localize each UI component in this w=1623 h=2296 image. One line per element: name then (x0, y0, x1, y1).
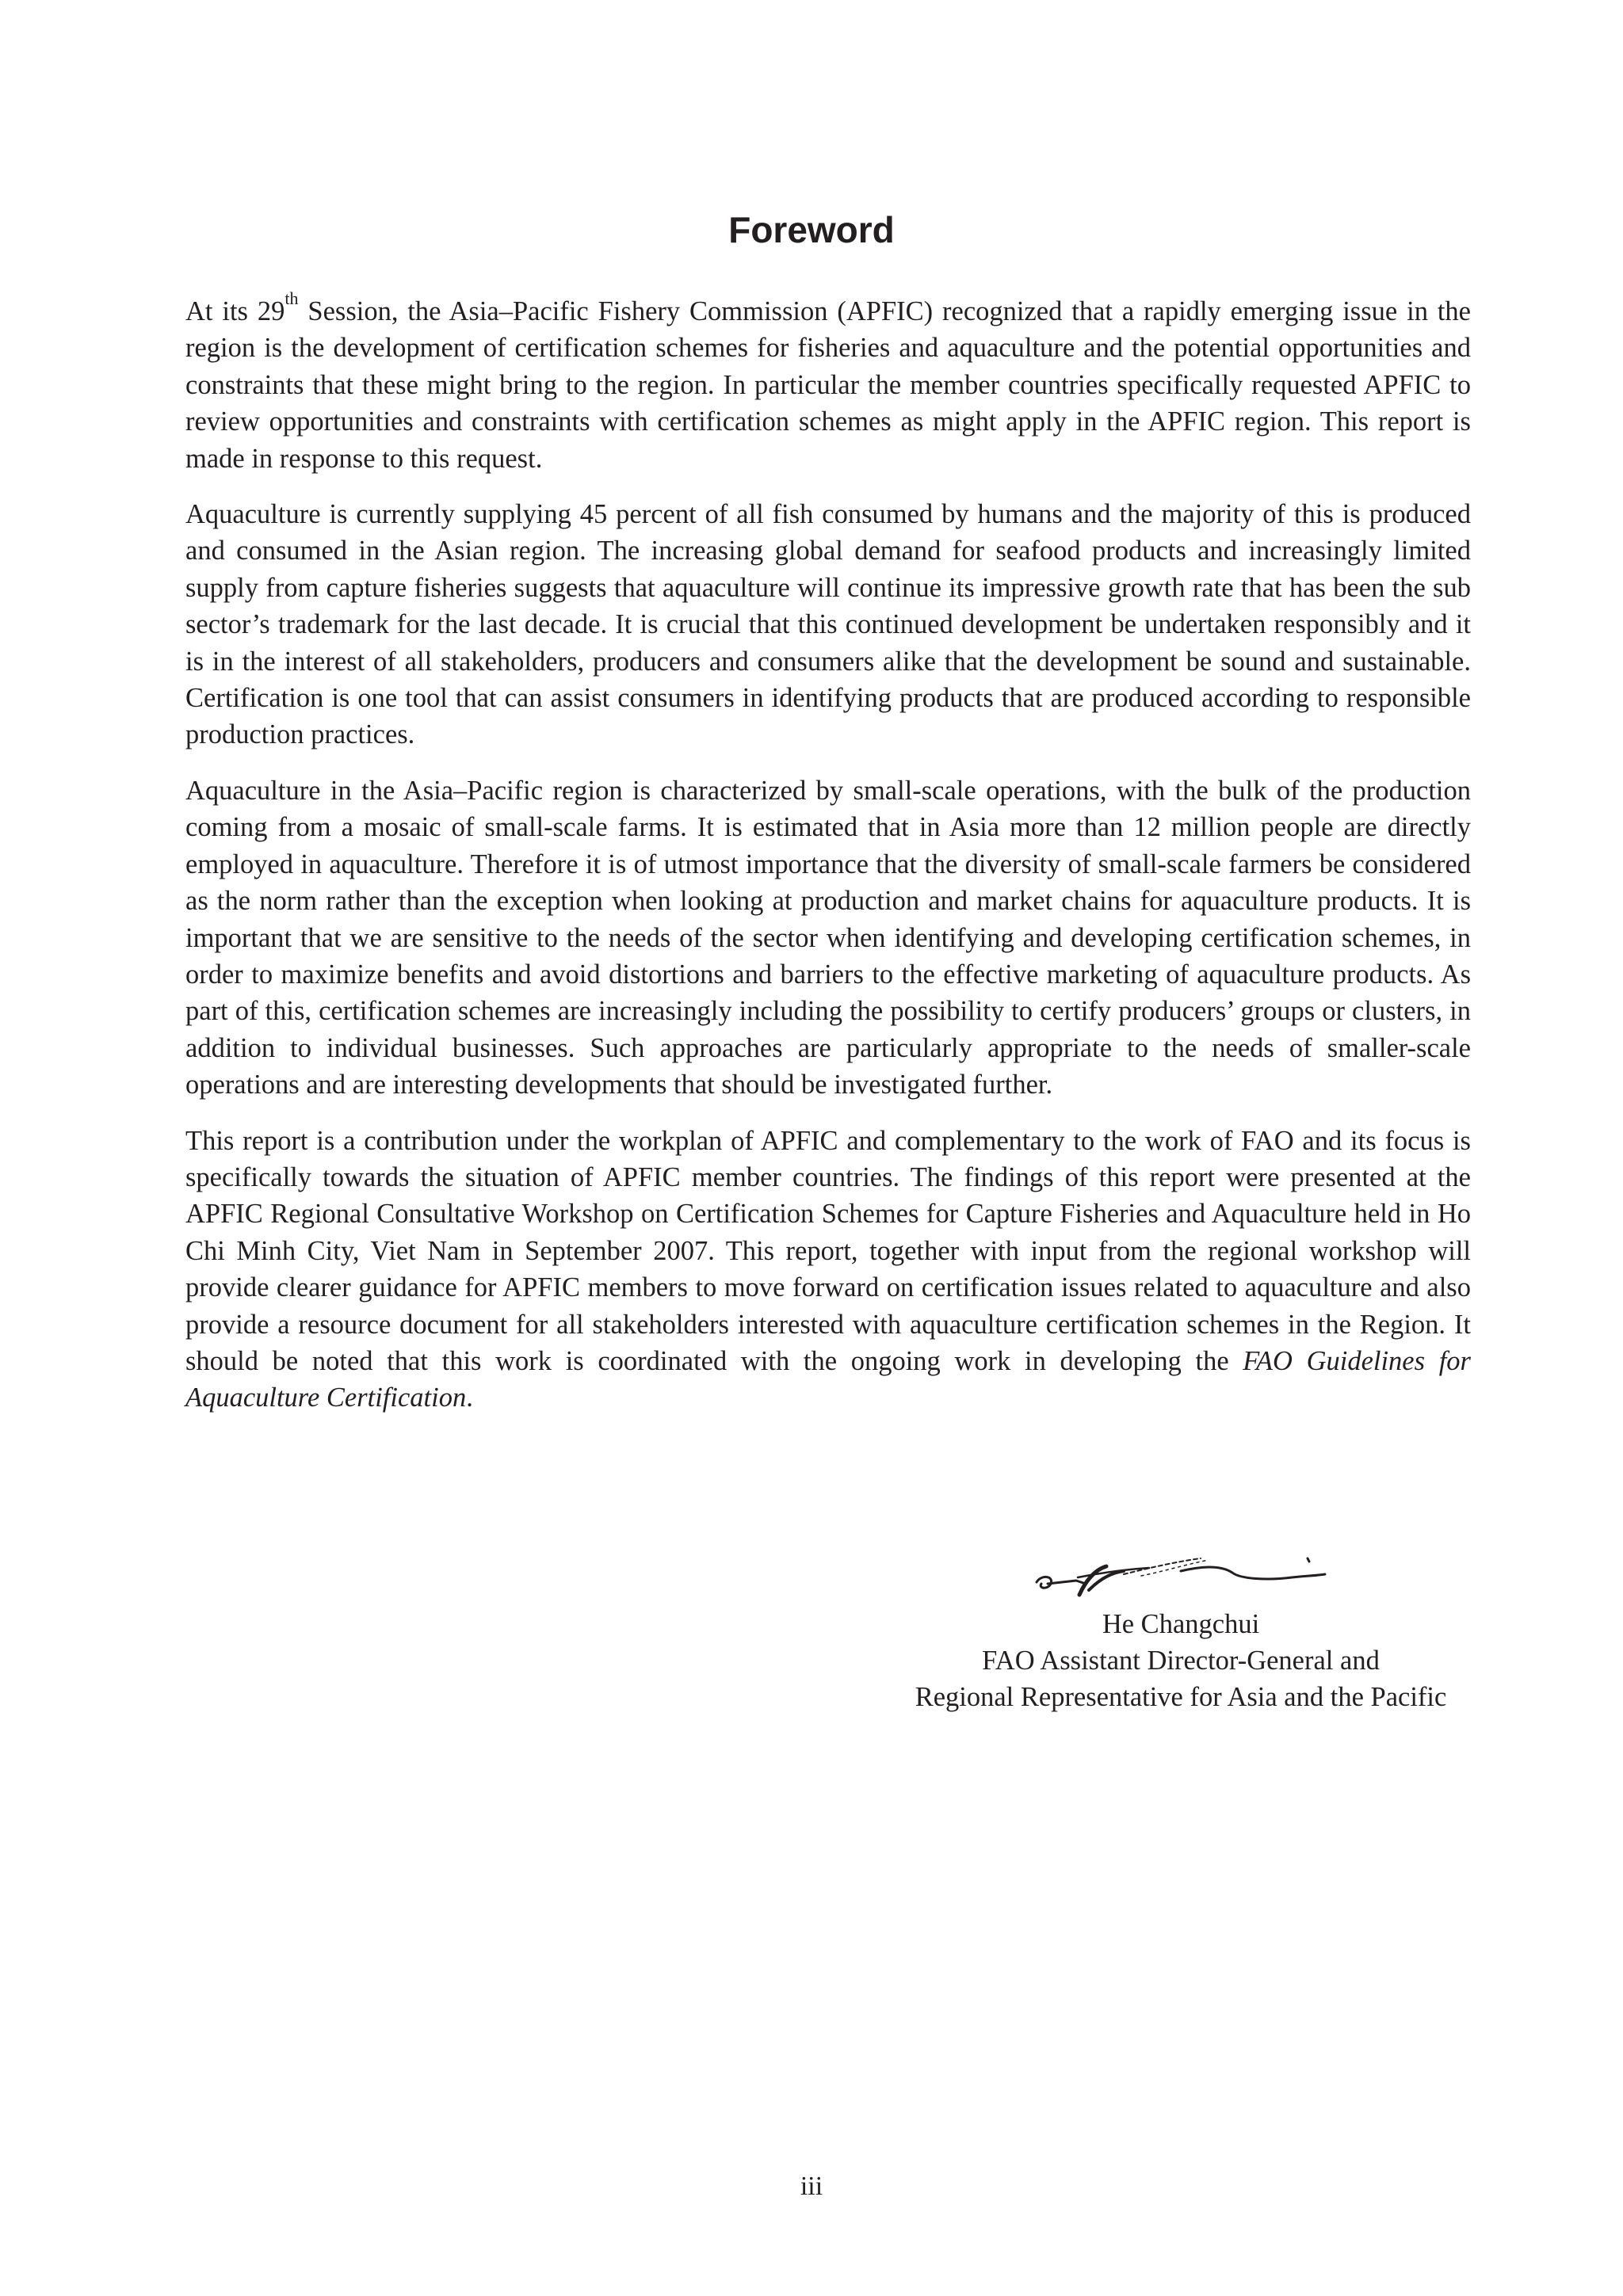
paragraph-4 (185, 1123, 1471, 1417)
page-title: Foreword (728, 209, 895, 250)
signatory-title-line-2: Regional Representative for Asia and the Pacific (915, 1682, 1447, 1712)
page-number: iii (800, 2172, 823, 2201)
paragraph-2: Aquaculture is currently supplying 45 percent of all fish consumed by humans and the majority of this is produced and consumed in the Asian region. The increasing global demand for seafood products and increasingly limited supply from capture fisheries suggests that aquaculture will continue its impressive growth rate that has been the sub sector’s trademark for the last decade. It is crucial that this continued development be undertaken responsibly and it is in the interest of all stakeholders, producers and consumers alike that the development be sound and sustainable. Certification is one tool that can assist consumers in identifying products that are produced according to responsible production practices. (185, 499, 1471, 750)
signatory-name: He Changchui (1102, 1609, 1260, 1639)
body-text (185, 288, 1471, 1436)
paragraph-1-rest: Session, the Asia–Pacific Fishery Commission (APFIC) recognized that a rapidly emerging issue in the region is the development of certification schemes for fisheries and aquaculture and the potential opportunities and constraints that these might bring to the region. In particular the member countries specifically requested APFIC to review opportunities and constraints with certification schemes as might apply in the APFIC region. This report is made in response to this request. (185, 296, 1471, 474)
paragraph-3: Aquaculture in the Asia–Pacific region is characterized by small-scale operations, with the bulk of the production coming from a mosaic of small-scale farms. It is estimated that in Asia more than 12 million people are directly employed in aquaculture. Therefore it is of utmost importance that the diversity of small-scale farmers be considered as the norm rather than the exception when looking at production and market chains for aquaculture products. It is important that we are sensitive to the needs of the sector when identifying and developing certification schemes, in order to maximize benefits and avoid distortions and barriers to the effective marketing of aquaculture products. As part of this, certification schemes are increasingly including the possibility to certify producers’ groups or clusters, in addition to individual businesses. Such approaches are particularly appropriate to the needs of smaller-scale operations and are interesting developments that should be investigated further. (185, 775, 1471, 1100)
handwritten-signature (1030, 1549, 1331, 1606)
signature-block (840, 1549, 1522, 1715)
paragraph-1 (185, 288, 1471, 477)
paragraph-1-start: At its 29 (185, 296, 285, 326)
signatory-title-line-1: FAO Assistant Director-General and (982, 1646, 1380, 1676)
guidelines-title: FAO Guidelines for Aquaculture Certification (185, 1345, 1471, 1413)
paragraph-4-text: This report is a contribution under the workplan of APFIC and complementary to the work of FAO and its focus is specifically towards the situation of APFIC member countries. The findings of this report were presented at the APFIC Regional Consultative Workshop on Certification Schemes for Capture Fisheries and Aquaculture held in Ho Chi Minh City, Viet Nam in September 2007. This report, together with input from the regional workshop will provide clearer guidance for APFIC members to move forward on certification issues related to aquaculture and also provide a resource document for all stakeholders interested with aquaculture certification schemes in the Region. It should be noted that this work is coordinated with the ongoing work in developing the (185, 1125, 1471, 1376)
ordinal-superscript: th (285, 288, 299, 309)
paragraph-4-end: . (466, 1383, 473, 1413)
